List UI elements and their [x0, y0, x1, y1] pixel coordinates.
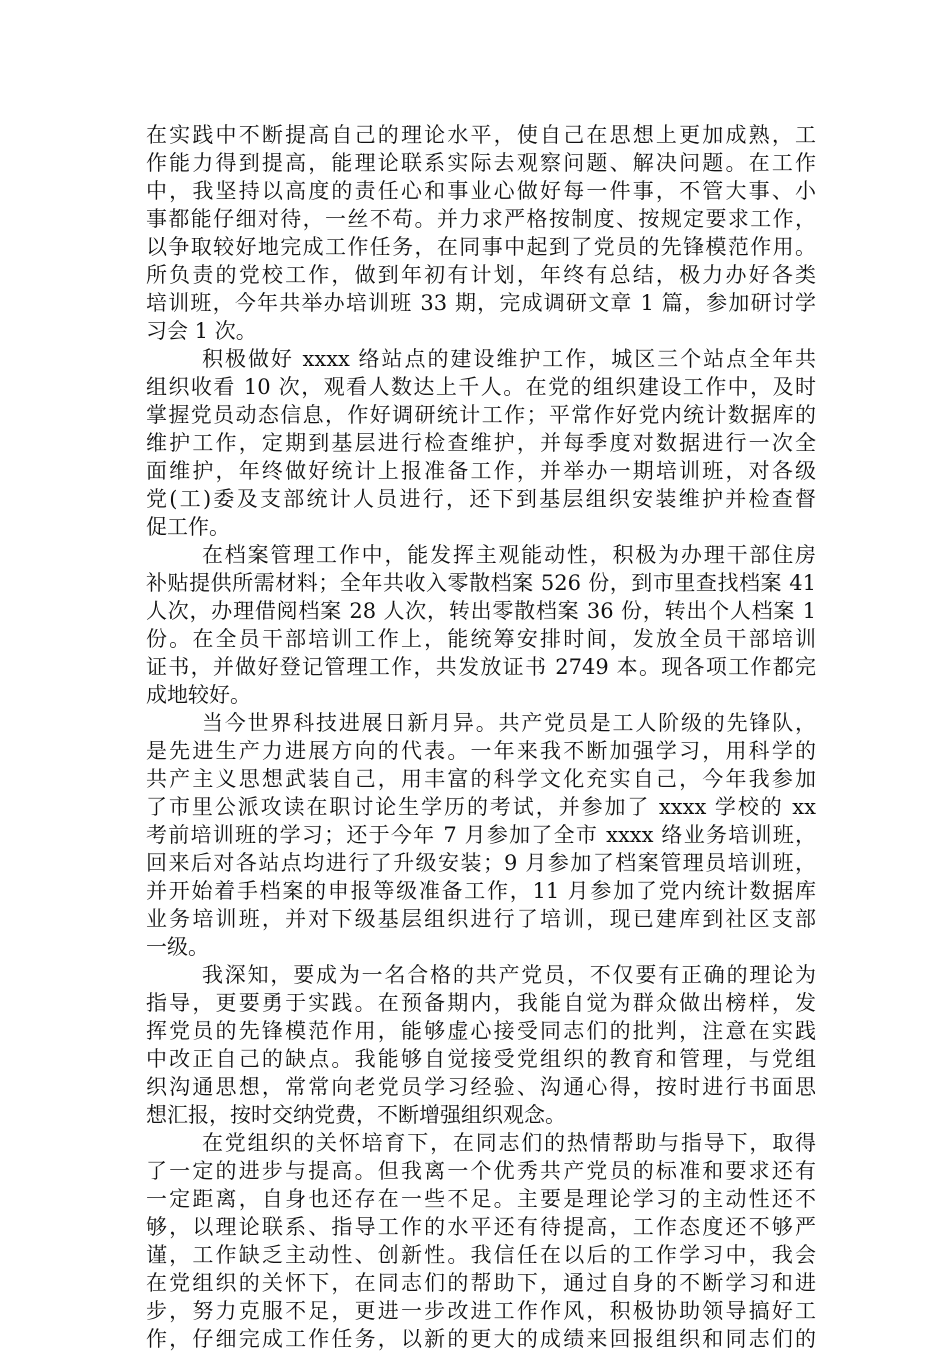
- text-line: 谨，工作缺乏主动性、创新性。我信任在以后的工作学习中，我会: [146, 1243, 816, 1267]
- text-line: 挥党员的先锋模范作用，能够虚心接受同志们的批判，注意在实践: [146, 1019, 816, 1043]
- text-line: 组织收看 10 次，观看人数达上千人。在党的组织建设工作中，及时: [146, 375, 816, 399]
- text-line: 人次，办理借阅档案 28 人次，转出零散档案 36 份，转出个人档案 1: [146, 599, 816, 623]
- text-line: 指导，更要勇于实践。在预备期内，我能自觉为群众做出榜样，发: [146, 991, 816, 1015]
- text-line: 当今世界科技进展日新月异。共产党员是工人阶级的先锋队，: [202, 711, 816, 735]
- text-line: 步，努力克服不足，更进一步改进工作作风，积极协助领导搞好工: [146, 1299, 816, 1323]
- text-line: 补贴提供所需材料；全年共收入零散档案 526 份，到市里查找档案 41: [146, 571, 816, 595]
- text-line: 作，仔细完成工作任务，以新的更大的成绩来回报组织和同志们的: [146, 1327, 816, 1351]
- text-line: 我深知，要成为一名合格的共产党员，不仅要有正确的理论为: [202, 963, 816, 987]
- text-line: 在档案管理工作中，能发挥主观能动性，积极为办理干部住房: [202, 543, 816, 567]
- text-line: 是先进生产力进展方向的代表。一年来我不断加强学习，用科学的: [146, 739, 816, 763]
- text-line: 一级。: [146, 935, 209, 959]
- text-line: 面维护，年终做好统计上报准备工作，并举办一期培训班，对各级: [146, 459, 816, 483]
- text-line: 证书，并做好登记管理工作，共发放证书 2749 本。现各项工作都完: [146, 655, 816, 679]
- text-line: 维护工作，定期到基层进行检查维护，并每季度对数据进行一次全: [146, 431, 816, 455]
- text-line: 事都能仔细对待，一丝不苟。并力求严格按制度、按规定要求工作，: [146, 207, 816, 231]
- text-line: 织沟通思想，常常向老党员学习经验、沟通心得，按时进行书面思: [146, 1075, 816, 1099]
- text-line: 促工作。: [146, 515, 230, 539]
- text-line: 中改正自己的缺点。我能够自觉接受党组织的教育和管理，与党组: [146, 1047, 816, 1071]
- text-line: 共产主义思想武装自己，用丰富的科学文化充实自己，今年我参加: [146, 767, 816, 791]
- text-line: 积极做好 xxxx 络站点的建设维护工作，城区三个站点全年共: [202, 347, 816, 371]
- text-line: 考前培训班的学习；还于今年 7 月参加了全市 xxxx 络业务培训班，: [146, 823, 816, 847]
- text-line: 回来后对各站点均进行了升级安装；9 月参加了档案管理员培训班，: [146, 851, 816, 875]
- text-line: 在党组织的关怀培育下，在同志们的热情帮助与指导下，取得: [202, 1131, 816, 1155]
- text-line: 想汇报，按时交纳党费，不断增强组织观念。: [146, 1103, 566, 1127]
- text-line: 在实践中不断提高自己的理论水平，使自己在思想上更加成熟，工: [146, 123, 816, 147]
- text-line: 以争取较好地完成工作任务，在同事中起到了党员的先锋模范作用。: [146, 235, 816, 259]
- text-line: 成地较好。: [146, 683, 251, 707]
- text-line: 掌握党员动态信息，作好调研统计工作；平常作好党内统计数据库的: [146, 403, 816, 427]
- text-line: 了一定的进步与提高。但我离一个优秀共产党员的标准和要求还有: [146, 1159, 816, 1183]
- text-line: 了市里公派攻读在职讨论生学历的考试，并参加了 xxxx 学校的 xx: [146, 795, 816, 819]
- text-line: 并开始着手档案的申报等级准备工作，11 月参加了党内统计数据库: [146, 879, 816, 903]
- text-line: 习会 1 次。: [146, 319, 257, 343]
- text-line: 培训班，今年共举办培训班 33 期，完成调研文章 1 篇，参加研讨学: [146, 291, 816, 315]
- text-line: 业务培训班，并对下级基层组织进行了培训，现已建库到社区支部: [146, 907, 816, 931]
- text-line: 党(工)委及支部统计人员进行，还下到基层组织安装维护并检查督: [146, 487, 816, 511]
- text-line: 一定距离，自身也还存在一些不足。主要是理论学习的主动性还不: [146, 1187, 816, 1211]
- text-line: 作能力得到提高，能理论联系实际去观察问题、解决问题。在工作: [146, 151, 816, 175]
- text-line: 份。在全员干部培训工作上，能统筹安排时间，发放全员干部培训: [146, 627, 816, 651]
- text-line: 中，我坚持以高度的责任心和事业心做好每一件事，不管大事、小: [146, 179, 816, 203]
- document-page: [146, 121, 816, 1353]
- text-line: 够，以理论联系、指导工作的水平还有待提高，工作态度还不够严: [146, 1215, 816, 1239]
- text-line: 在党组织的关怀下，在同志们的帮助下，通过自身的不断学习和进: [146, 1271, 816, 1295]
- text-line: 所负责的党校工作，做到年初有计划，年终有总结，极力办好各类: [146, 263, 816, 287]
